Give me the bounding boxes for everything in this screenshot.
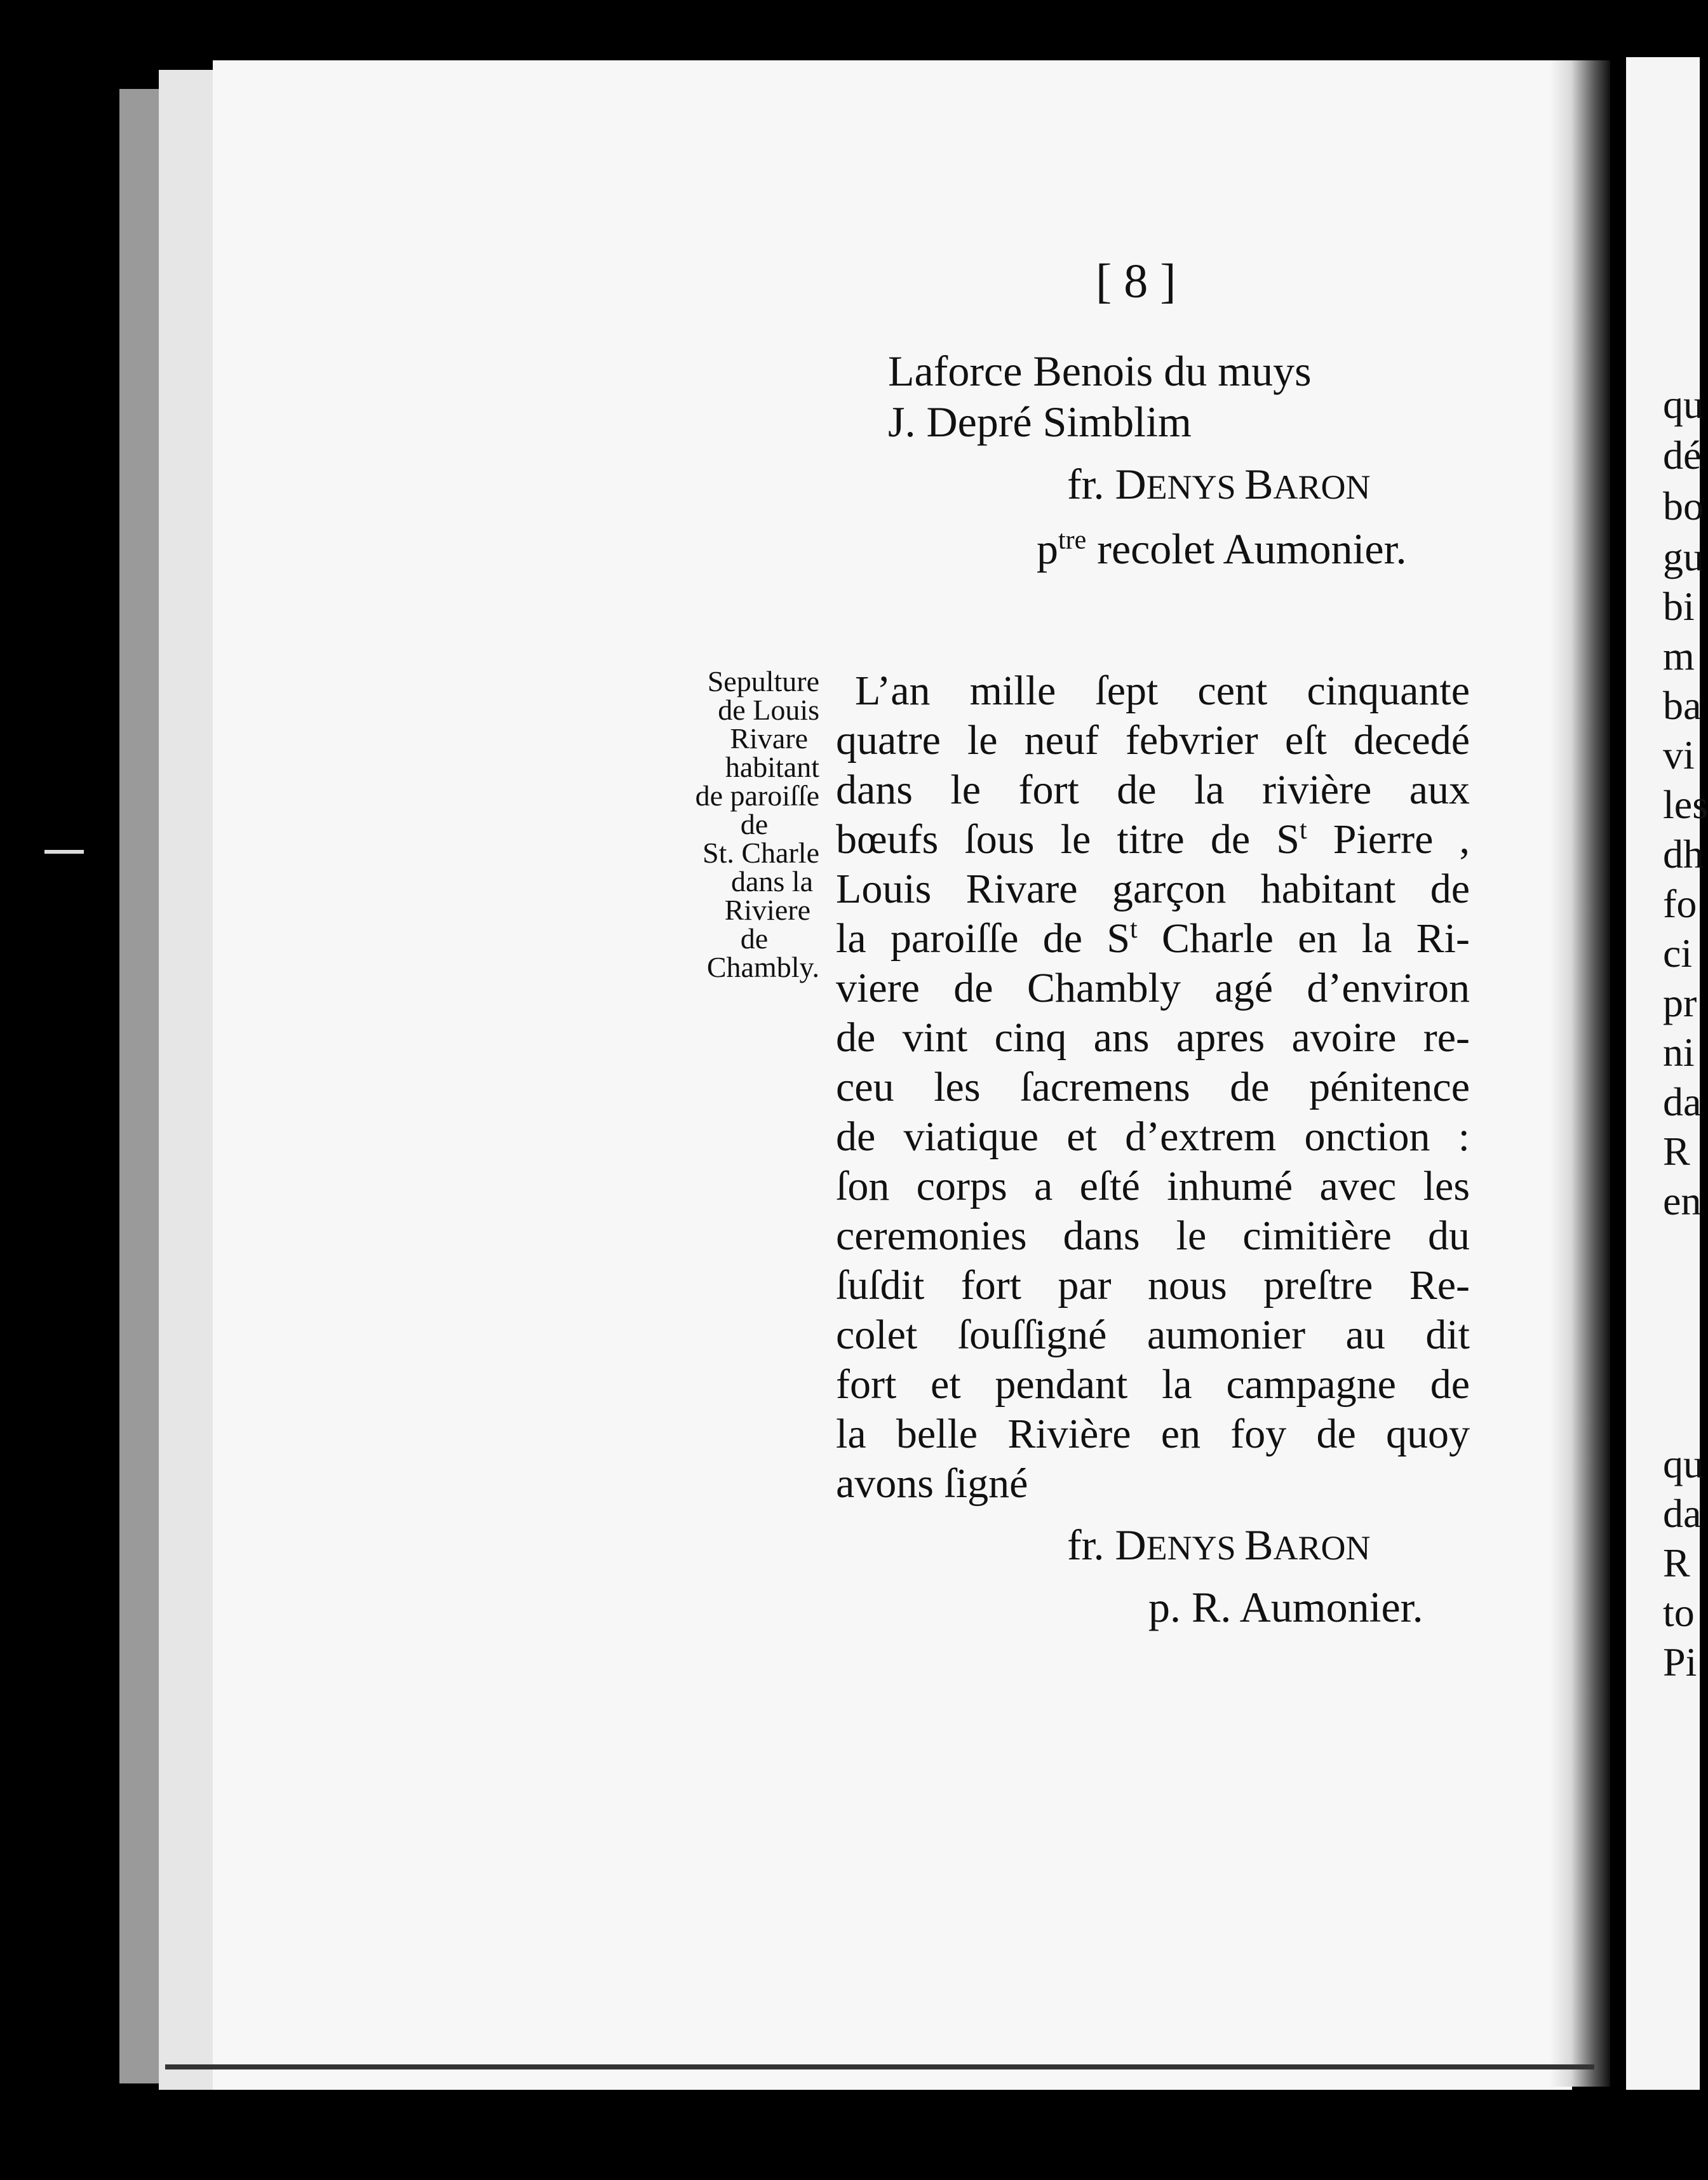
facing-page-fragment: R xyxy=(1663,1540,1690,1585)
facing-page-fragment: m xyxy=(1663,633,1695,678)
facing-page-fragment: fo xyxy=(1663,881,1697,926)
facing-page-fragment: to xyxy=(1663,1590,1695,1635)
facing-page-fragment: les xyxy=(1663,782,1708,827)
facing-page-fragment: pr xyxy=(1663,980,1697,1025)
body-line-text: la paroiſſe de S xyxy=(836,915,1131,962)
body-line: ceu les ſacremens de pénitence xyxy=(836,1064,1470,1110)
facing-page-fragment: da xyxy=(1663,1079,1702,1124)
gutter-shadow xyxy=(1550,60,1610,2087)
signer-cap-d: D xyxy=(1115,1521,1147,1569)
margin-note-line: de paroiſſe xyxy=(695,779,819,812)
signer-title-bottom: p. R. Aumonier. xyxy=(1148,1583,1423,1631)
margin-note-line: Riviere xyxy=(724,894,810,926)
signer-cap-d: D xyxy=(1115,460,1147,508)
signature-line-2: J. Depré Simblim xyxy=(888,398,1192,446)
facing-page-fragment: ba xyxy=(1663,683,1702,728)
title-prefix: p xyxy=(1037,525,1058,573)
facing-page-fragment: ni xyxy=(1663,1030,1695,1075)
page-bottom-edge xyxy=(165,2064,1594,2069)
body-line xyxy=(836,915,1470,963)
signer-name-top xyxy=(1067,462,1371,506)
signer-rest-b: ARON xyxy=(1273,1529,1371,1567)
body-line: viere de Chambly agé d’environ xyxy=(836,965,1470,1011)
body-line-text: Charle en la Ri- xyxy=(1137,915,1470,962)
body-line: ſon corps a eſté inhumé avec les xyxy=(836,1163,1470,1209)
facing-page-fragment: en xyxy=(1663,1178,1702,1223)
margin-note-line: Sepulture xyxy=(707,665,819,697)
title-rest: recolet Aumonier. xyxy=(1086,525,1407,573)
body-superscript: t xyxy=(1130,915,1138,944)
facing-page-fragment: dh xyxy=(1663,831,1704,877)
facing-page-fragment: Pi xyxy=(1663,1639,1697,1685)
body-line: avons ſigné xyxy=(836,1460,1028,1507)
facing-page-fragment: dé xyxy=(1663,433,1702,478)
body-line: ceremonies dans le cimitière du xyxy=(836,1213,1470,1259)
margin-note-line: de Louis xyxy=(718,694,819,726)
body-line: dans le fort de la rivière aux xyxy=(836,767,1470,813)
body-line xyxy=(836,816,1470,864)
facing-page-fragment: R xyxy=(1663,1129,1690,1174)
body-line: colet ſouſſigné aumonier au dit xyxy=(836,1312,1470,1358)
signer-title-top xyxy=(1037,525,1407,573)
margin-note-line: Chambly. xyxy=(706,951,819,983)
facing-page-fragment: bi xyxy=(1663,584,1695,629)
facing-page-fragment: bo xyxy=(1663,483,1704,528)
facing-page-fragment: gu xyxy=(1663,534,1704,579)
body-superscript: t xyxy=(1299,816,1307,845)
body-line: ſuſdit fort par nous preſtre Re- xyxy=(836,1262,1470,1309)
title-superscript: tre xyxy=(1058,525,1087,555)
body-line: de vint cinq ans apres avoire re- xyxy=(836,1014,1470,1061)
signer-prefix: fr. xyxy=(1067,460,1115,508)
body-line-text: bœufs ſous le titre de S xyxy=(836,816,1300,863)
body-line: L’an mille ſept cent cinquante xyxy=(855,668,1470,714)
facing-page-fragment: vi xyxy=(1663,732,1695,777)
margin-note-line: habitant xyxy=(725,751,819,783)
signer-rest-b: ARON xyxy=(1273,468,1371,506)
signer-name-bottom xyxy=(1067,1521,1371,1569)
body-line: de viatique et d’extrem onction : xyxy=(836,1114,1470,1160)
scan-speck xyxy=(44,850,84,854)
page-number: [ 8 ] xyxy=(1096,255,1176,308)
facing-page-fragment: ci xyxy=(1663,931,1693,976)
body-line: la belle Rivière en foy de quoy xyxy=(836,1411,1470,1457)
margin-note-line: de xyxy=(740,808,769,840)
signer-rest-d: ENYS xyxy=(1146,1529,1245,1567)
signer-prefix: fr. xyxy=(1067,1521,1115,1569)
margin-note-line: St. Charle xyxy=(703,837,819,869)
margin-note xyxy=(657,667,819,981)
margin-note-line: de xyxy=(740,922,769,955)
signature-line-1: Laforce Benois du muys xyxy=(888,347,1312,395)
signer-cap-b: B xyxy=(1244,460,1274,508)
facing-page-fragment: da xyxy=(1663,1491,1702,1536)
body-line: fort et pendant la campagne de xyxy=(836,1361,1470,1408)
body-line: quatre le neuf febvrier eſt decedé xyxy=(836,717,1470,764)
body-line: Louis Rivare garçon habitant de xyxy=(836,866,1470,912)
signer-rest-d: ENYS xyxy=(1146,468,1245,506)
signer-cap-b: B xyxy=(1244,1521,1274,1569)
facing-page-fragment: qu xyxy=(1663,1441,1704,1486)
margin-note-line: Rivare xyxy=(730,722,808,755)
facing-page-fragment: qu xyxy=(1663,382,1704,427)
body-line-text: Pierre , xyxy=(1307,816,1470,863)
margin-note-line: dans la xyxy=(730,865,813,898)
